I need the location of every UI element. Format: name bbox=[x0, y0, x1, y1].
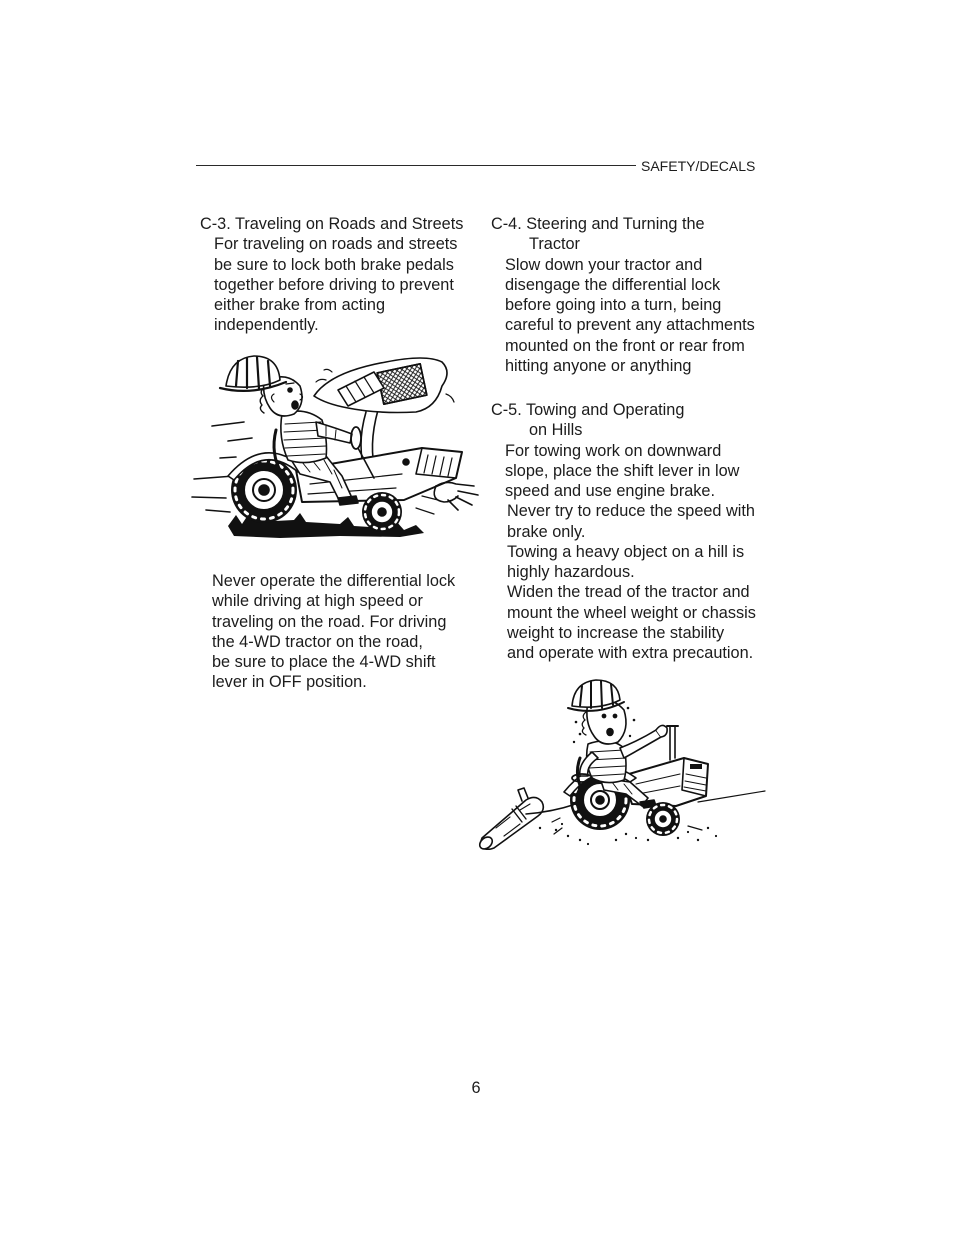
c5-body-line: mount the wheel weight or chassis bbox=[507, 603, 756, 622]
hand bbox=[434, 482, 478, 510]
c4-body-line: mounted on the front or rear from bbox=[505, 336, 745, 355]
c3-heading: C-3. Traveling on Roads and Streets bbox=[200, 215, 464, 233]
c5-body-line: slope, place the shift lever in low bbox=[505, 461, 740, 480]
note-line: while driving at high speed or bbox=[212, 592, 423, 611]
front-wheel bbox=[362, 492, 402, 532]
note-line: traveling on the road. For driving bbox=[212, 612, 447, 631]
c5-paragraph bbox=[491, 542, 756, 583]
c5-body-line: Towing a heavy object on a hill is bbox=[507, 542, 745, 561]
note-line: lever in OFF position. bbox=[212, 673, 367, 692]
page-number: 6 bbox=[471, 1079, 481, 1097]
c4-body-line: hitting anyone or anything bbox=[505, 356, 692, 375]
header-rule bbox=[196, 165, 636, 166]
tractor-towing-log-icon bbox=[476, 678, 768, 850]
c5-body-line: Widen the tread of the tractor and bbox=[507, 583, 750, 602]
slope-line bbox=[698, 791, 765, 802]
towed-log bbox=[477, 788, 576, 850]
c4-body-line: before going into a turn, being bbox=[505, 296, 722, 314]
differential-lock-note bbox=[212, 571, 455, 693]
c4-heading-continuation: Tractor bbox=[529, 235, 580, 254]
note-line: Never operate the differential lock bbox=[212, 572, 456, 590]
c4-body-line: disengage the differential lock bbox=[505, 275, 721, 294]
motion-marks bbox=[416, 496, 438, 514]
note-line: be sure to place the 4-WD shift bbox=[212, 653, 436, 671]
c4-body-line: careful to prevent any attachments bbox=[505, 316, 755, 335]
note-line: the 4-WD tractor on the road, bbox=[212, 632, 423, 651]
c5-paragraph bbox=[491, 441, 756, 502]
c3-body-line: For traveling on roads and streets bbox=[214, 235, 458, 254]
c3-section bbox=[200, 214, 463, 336]
section-label: SAFETY/DECALS bbox=[641, 158, 756, 174]
c5-body-line: highly hazardous. bbox=[507, 563, 635, 581]
c5-body-line: For towing work on downward bbox=[505, 441, 722, 460]
c5-heading: C-5. Towing and Operating bbox=[491, 401, 685, 419]
c5-body-line: weight to increase the stability bbox=[507, 623, 725, 642]
c5-body-line: brake only. bbox=[507, 522, 586, 541]
c4-section bbox=[491, 214, 755, 376]
c3-body-line: independently. bbox=[214, 316, 319, 335]
c3-body-line: either brake from acting bbox=[214, 296, 386, 314]
c3-body-line: together before driving to prevent bbox=[214, 275, 454, 294]
tractor-on-road-icon bbox=[190, 350, 480, 540]
front-wheel bbox=[646, 802, 680, 836]
c5-body-line: Never try to reduce the speed with bbox=[507, 502, 755, 521]
c5-body-line: speed and use engine brake. bbox=[505, 482, 716, 500]
c4-body-line: Slow down your tractor and bbox=[505, 255, 703, 274]
c4-heading: C-4. Steering and Turning the bbox=[491, 215, 705, 233]
c3-body-line: be sure to lock both brake pedals bbox=[214, 255, 454, 274]
c5-section bbox=[491, 400, 756, 663]
c5-paragraph bbox=[491, 501, 756, 542]
c5-heading-continuation: on Hills bbox=[529, 421, 583, 440]
c5-paragraph bbox=[491, 582, 756, 663]
c5-body-line: and operate with extra precaution. bbox=[507, 644, 754, 662]
